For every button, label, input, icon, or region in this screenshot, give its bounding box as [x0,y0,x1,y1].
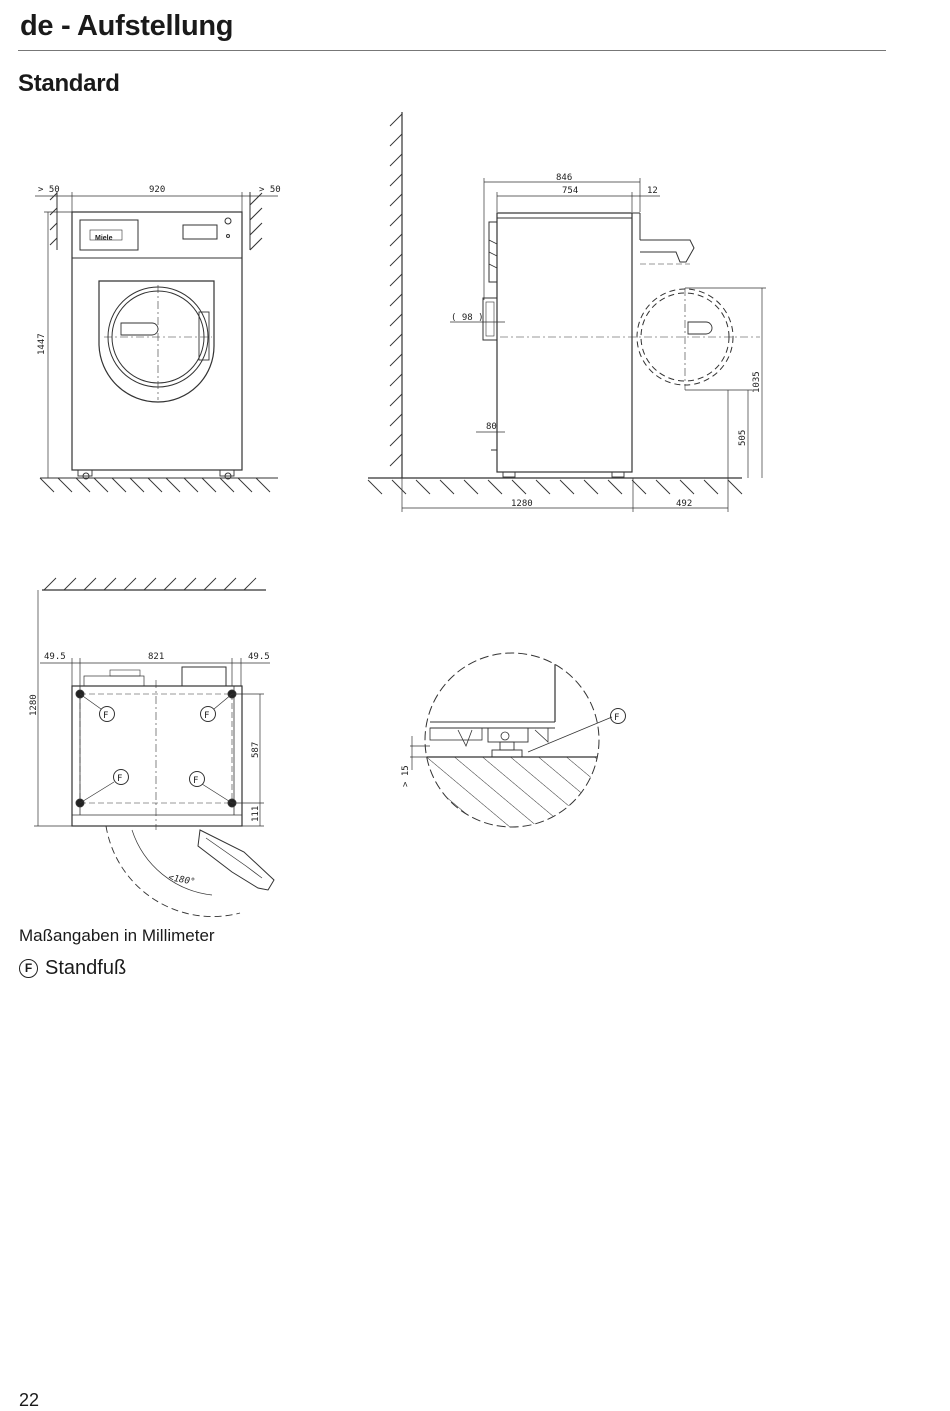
dim-width: 920 [149,185,166,195]
dim-gap-right: > 50 [259,185,281,195]
dim-door-projection: ( 98 ) [451,313,484,323]
dim-top-depth: 1280 [29,694,39,716]
top-view-labels [29,652,270,888]
dim-foot-spacing: 587 [251,741,261,758]
foot-label-f1: F [103,711,109,721]
dim-floor-gap: > 15 [401,765,411,787]
swing-angle-label: <180° [167,873,196,888]
detail-view [410,640,626,837]
front-view-labels [37,185,281,355]
dim-floor-to-center: 505 [738,429,748,446]
dim-door-center: 1035 [752,371,762,393]
side-view [368,112,766,512]
dim-top-width: 821 [148,652,165,662]
dim-top-offset: 12 [647,186,658,196]
brand-logo: Miele [95,235,113,242]
legend [19,957,126,980]
foot-label-detail: F [614,713,620,723]
page-number: 22 [19,1390,40,1410]
side-view-labels [451,173,762,509]
units-note: Maßangaben in Millimeter [19,926,215,945]
section-title: Standard [18,70,120,97]
dim-rear-offset: 111 [251,805,261,822]
dim-clearance: 1280 [511,499,533,509]
dim-gap-left: > 50 [38,185,60,195]
page-title: de - Aufstellung [20,10,234,42]
foot-label-f3: F [117,774,123,784]
dim-base-offset: 80 [486,422,497,432]
legend-text: Standfuß [45,957,127,979]
top-view [34,578,274,917]
dim-body-depth: 754 [562,186,579,196]
foot-label-f2: F [204,711,210,721]
front-view [35,192,278,492]
dim-door-swing: 492 [676,499,693,509]
foot-legend-icon: F [19,959,38,978]
dim-right-offset: 49.5 [248,652,270,662]
dim-left-offset: 49.5 [44,652,66,662]
dim-total-depth: 846 [556,173,573,183]
dim-height: 1447 [37,333,47,355]
foot-label-f4: F [193,776,199,786]
